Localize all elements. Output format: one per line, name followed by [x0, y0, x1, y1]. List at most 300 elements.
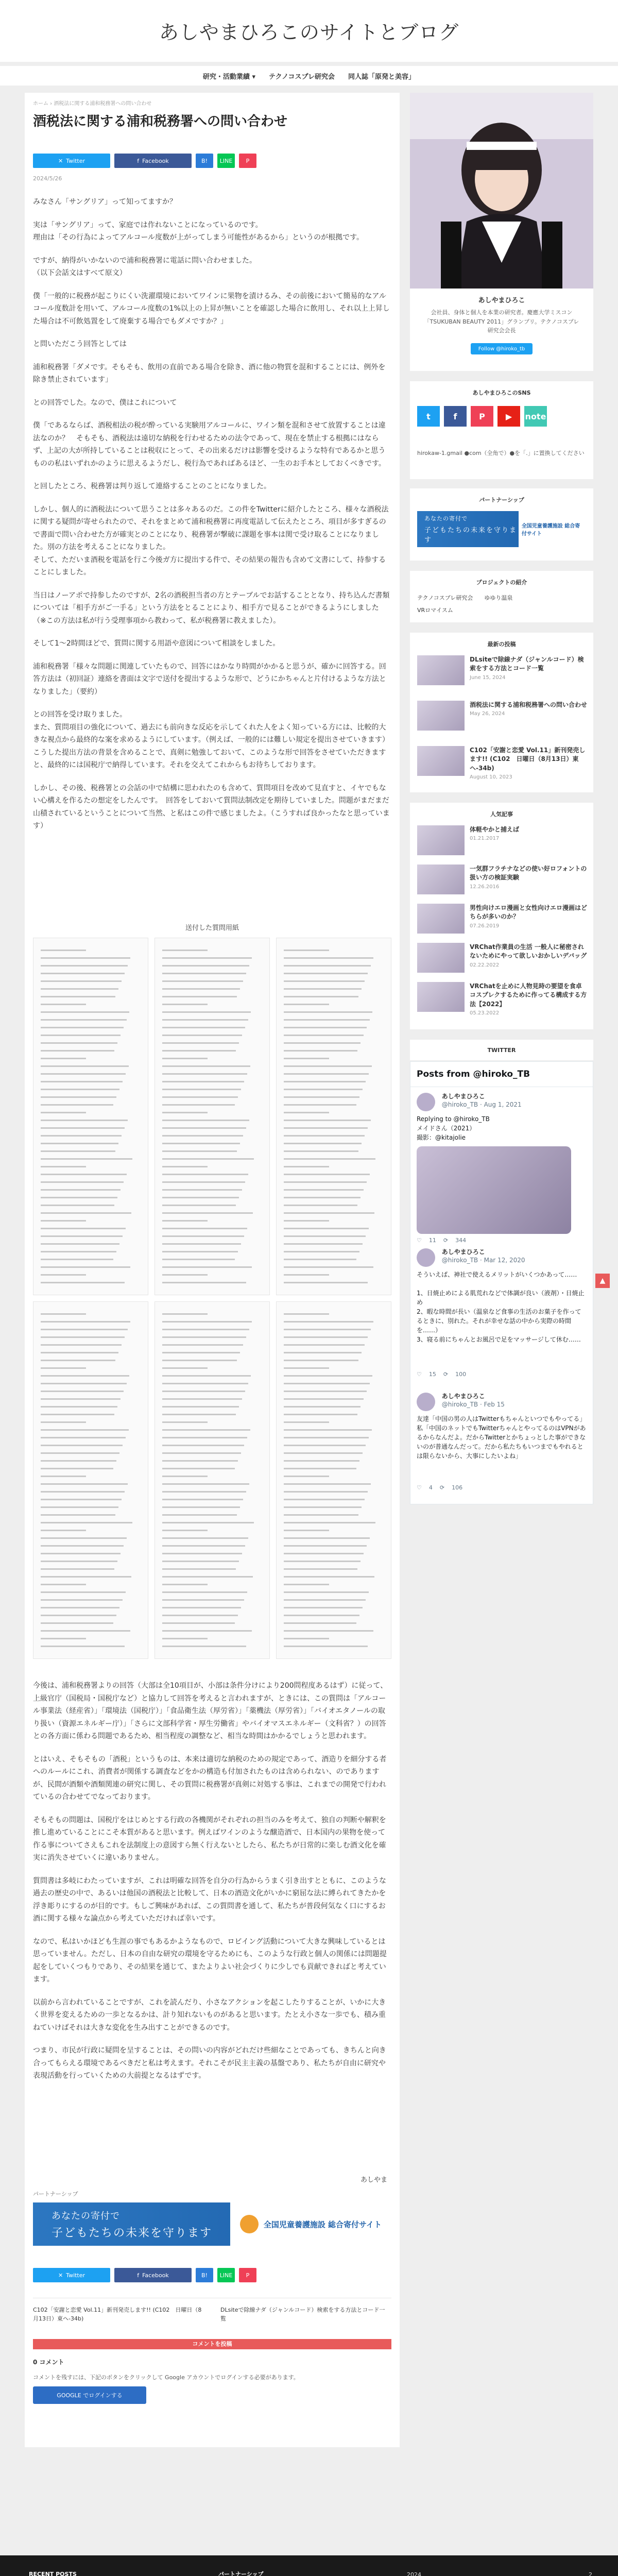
document-text-line — [41, 1367, 86, 1369]
document-text-line — [41, 1622, 113, 1624]
document-text-line — [41, 1081, 123, 1082]
document-text-line — [284, 1553, 364, 1554]
document-text-line — [162, 1499, 243, 1500]
document-text-line — [162, 965, 249, 967]
document-text-line — [41, 1553, 121, 1554]
document-text-line — [162, 1545, 245, 1547]
document-text-line — [41, 1483, 128, 1485]
line-share-button[interactable]: LINE — [217, 2268, 235, 2282]
popular-post-date: 07.26.2019 — [470, 923, 500, 929]
document-text-line — [284, 1622, 356, 1624]
twitter-widget-header — [410, 1040, 593, 1060]
heart-icon[interactable]: ♡ — [417, 1484, 422, 1491]
youtube-sns-button[interactable]: ▶ — [497, 406, 520, 427]
paragraph: と回したところ、税務署は判り返して連絡することのことになりました。 — [33, 482, 271, 490]
document-text-line — [162, 1414, 236, 1415]
main-nav — [0, 66, 618, 86]
document-text-line — [284, 1406, 360, 1408]
document-text-line — [284, 1584, 329, 1585]
like-count: 11 — [428, 1237, 436, 1244]
recent-post-title: DLsiteで除線ナダ（ジャンルコード）検索をする方法とコード一覧 — [470, 656, 584, 672]
profile-photo — [410, 93, 593, 289]
document-text-line — [284, 996, 358, 997]
document-text-line — [162, 1646, 246, 1647]
document-text-line — [284, 1506, 362, 1508]
document-text-line — [162, 1452, 241, 1454]
post-thumbnail — [417, 943, 465, 973]
retweet-icon[interactable]: ⟳ — [443, 1237, 449, 1244]
document-text-line — [284, 1050, 357, 1052]
post-thumbnail — [417, 865, 465, 894]
footer-recent-title: RECENT POSTS — [29, 2571, 77, 2576]
banner-org-label: 全国児童養護施設 総合寄付サイト — [521, 523, 580, 537]
post-thumbnail — [417, 825, 465, 855]
paragraph: ですが、納得がいかないので浦和税務署に電話に問い合わせました。 （以下会話文はすべて原文） — [33, 256, 256, 277]
post-thumbnail — [417, 655, 465, 685]
document-text-line — [41, 1522, 132, 1523]
nav-item-techno-cosplay[interactable]: テクノコスプレ研究会 — [268, 73, 335, 81]
document-text-line — [284, 1336, 368, 1338]
document-text-line — [284, 1019, 370, 1021]
document-text-line — [41, 1235, 123, 1237]
project-widget-title: プロジェクトの紹介 — [476, 579, 527, 586]
document-text-line — [162, 1383, 248, 1384]
document-text-line — [162, 1197, 239, 1198]
document-text-line — [284, 1367, 329, 1369]
document-text-line — [284, 1081, 366, 1082]
document-text-line — [41, 1375, 129, 1377]
heart-icon[interactable]: ♡ — [417, 1371, 422, 1378]
document-text-line — [284, 1352, 362, 1353]
like-count: 15 — [428, 1371, 436, 1378]
paragraph: 質問書は多岐にわたっていますが、これは明確な回答を自分の行為からうまく引き出すとともに、このような過去の歴史の中で、あるいは他国の酒税法と比較して、日本の酒造文化がいかに窮屈な法に縛られてきたかを浮き彫りにするのが目的です。もしご興味があれば、この質問書を通して、私たちが普段何気なく口にするお酒に関する様々な論点から考えていただければ幸いです。 — [33, 1876, 386, 1923]
twitter-share-button[interactable] — [33, 2268, 110, 2282]
prev-post-link[interactable]: C102「安謝と恋愛 Vol.11」新刊発売します!! (C102 日曜日（8月13日）東ヘ-34b) — [33, 2307, 202, 2322]
article-body-part2 — [33, 1680, 391, 2093]
comment-count: 0 コメント — [33, 2359, 64, 2366]
document-text-line — [162, 1584, 208, 1585]
hatena-share-button[interactable]: B! — [196, 154, 213, 168]
document-text-line — [162, 1228, 247, 1229]
document-text-line — [284, 957, 373, 959]
document-text-line — [284, 1011, 372, 1013]
document-text-line — [284, 1166, 329, 1167]
paragraph: と問いただこう回答としては — [33, 340, 127, 348]
document-text-line — [162, 1096, 238, 1098]
facebook-share-button[interactable] — [114, 2268, 192, 2282]
site-title[interactable]: あしやまひろこのサイトとブログ — [159, 21, 459, 44]
archive-row[interactable] — [407, 2569, 592, 2576]
document-text-line — [41, 1112, 86, 1113]
facebook-icon: f — [137, 157, 140, 164]
paragraph: つまり、市民が行政に疑問を呈することは、その問いの内容がどれだけ些細なことであっても、きちんと向き合ってもらえる環境であるべきだと私は考えます。それこそが民主主義の基盤であり、私たちが自由に研究や表現活動を行っていくための大前提となるはずです。 — [33, 2046, 386, 2080]
sns-widget — [410, 381, 593, 443]
document-text-line — [284, 1135, 365, 1137]
document-text-line — [162, 1537, 248, 1539]
document-text-line — [162, 1081, 244, 1082]
document-text-line — [284, 1266, 373, 1268]
document-text-line — [41, 1468, 113, 1469]
document-text-line — [162, 1391, 245, 1392]
contact-widget — [410, 443, 593, 479]
document-text-line — [41, 1537, 127, 1539]
comment-note: コメントを残すには、下記のボタンをクリックして Google アカウントでログインする必要があります。 — [33, 2374, 299, 2381]
document-text-line — [41, 1321, 130, 1323]
document-text-line — [162, 1104, 235, 1106]
document-text-line — [162, 1004, 208, 1005]
document-text-line — [41, 1166, 86, 1167]
twitter-sns-button[interactable]: t — [417, 406, 440, 427]
document-text-line — [162, 1035, 242, 1036]
document-text-line — [284, 1561, 360, 1562]
footer-archive-list — [407, 2569, 592, 2576]
partner-widget — [410, 488, 593, 561]
document-text-line — [284, 1414, 357, 1415]
document-text-line — [41, 1205, 114, 1206]
tweet-text: そういえば、神社で使えるメリットがいくつかあって…… 1、日焼止めによる肌荒れなどで体調が良い（液剤）・日焼止め 2、暇な時間が長い（温泉など食事の生活のお菓子を作ってるときに、別れた。それが幸せな話の中から実際の時間を……） 3、寝る前にちゃんとお風呂で足をマッサージして休む…… — [417, 1271, 585, 1343]
recent-posts-widget — [410, 633, 593, 792]
tweet[interactable] — [417, 1393, 587, 1491]
document-text-line — [41, 1220, 86, 1222]
tweet[interactable] — [417, 1248, 587, 1378]
document-text-line — [162, 1568, 236, 1570]
tweet-handle: @hiroko_TB · Feb 15 — [441, 1400, 505, 1408]
share-buttons-top — [33, 154, 256, 168]
banner-line2: 子どもたちの未来を守ります — [52, 2226, 213, 2240]
document-text-line — [284, 1112, 329, 1113]
tweet-photo[interactable] — [417, 1146, 571, 1234]
document-text-line — [284, 1522, 375, 1523]
document-text-line — [162, 1336, 246, 1338]
popular-post-item[interactable] — [417, 865, 587, 894]
maid-portrait-illustration — [410, 93, 593, 289]
document-text-line — [284, 1530, 329, 1531]
document-text-line — [284, 1460, 359, 1462]
document-text-line — [162, 1150, 237, 1152]
recent-post-date: May 26, 2024 — [470, 711, 505, 717]
banner-text — [417, 511, 519, 547]
document-text-line — [41, 1344, 122, 1346]
document-text-line — [284, 1568, 357, 1570]
next-post-link[interactable]: DLsiteで除線ナダ（ジャンルコード）検索をする方法とコード一覧 — [220, 2307, 385, 2322]
avatar — [417, 1093, 435, 1111]
document-text-line — [41, 988, 118, 990]
partner-label: パートナーシップ — [33, 2191, 78, 2197]
document-text-line — [162, 1329, 249, 1330]
document-text-line — [41, 1035, 121, 1036]
twitter-widget-title: TWITTER — [487, 1047, 516, 1054]
document-text-line — [162, 1011, 251, 1013]
profile-bio: 会社員、身体と個人を本業の研究者。慶應大学ミスコン「TSUKUBAN BEAUTY 2011」グランプリ。テクノコスプレ研究会会長 — [424, 309, 579, 334]
document-text-line — [284, 1383, 370, 1384]
post-thumbnail — [417, 904, 465, 934]
popular-post-date: 12.26.2016 — [470, 884, 500, 890]
document-text-line — [162, 1127, 246, 1129]
article-card — [25, 93, 400, 2447]
facebook-share-label: Facebook — [142, 2272, 169, 2279]
document-text-line — [284, 1089, 363, 1090]
popular-post-item[interactable] — [417, 825, 587, 855]
document-text-line — [162, 1615, 238, 1616]
document-text-line — [284, 1607, 363, 1608]
banner-line2: 子どもたちの未来を守ります — [424, 527, 518, 544]
retweet-icon[interactable]: ⟳ — [443, 1371, 449, 1378]
archive-year: 2024 — [407, 2571, 421, 2576]
document-text-line — [41, 1561, 117, 1562]
sidebar-donation-banner[interactable] — [417, 511, 586, 547]
document-text-line — [41, 1243, 119, 1245]
document-text-line — [41, 973, 125, 974]
avatar — [417, 1248, 435, 1267]
popular-post-item[interactable] — [417, 982, 587, 1016]
document-text-line — [41, 1584, 86, 1585]
site-header — [0, 0, 618, 62]
document-text-line — [41, 1027, 124, 1028]
document-text-line — [41, 1104, 113, 1106]
document-text-line — [162, 1027, 245, 1028]
document-text-line — [41, 1599, 123, 1601]
recent-post-date: August 10, 2023 — [470, 774, 512, 781]
document-text-line — [162, 1530, 208, 1531]
tweet[interactable] — [417, 1093, 587, 1244]
document-text-line — [41, 1638, 86, 1639]
nav-item-doujinshi[interactable]: 同人誌「原発と美容」 — [348, 73, 416, 81]
document-text-line — [162, 1406, 239, 1408]
document-text-line — [162, 1460, 238, 1462]
sns-widget-title: あしやまひろこのSNS — [472, 389, 531, 396]
document-text-line — [284, 1576, 374, 1578]
document-text-line — [284, 1158, 375, 1160]
document-text-line — [284, 1004, 329, 1005]
document-text-line — [284, 1545, 367, 1547]
post-thumbnail — [417, 982, 465, 1012]
document-text-line — [41, 1313, 86, 1315]
paragraph: 浦和税務署「様々な問題に関連していたもので、回答にはかなり時間がかかると思うが、確かに回答する。回答方法は（初回証）連絡を書面は文字で送付を提出するような形で、どうにかちゃんと片付けるような方法となりました」（要約） — [33, 662, 386, 696]
paragraph: 当日はノーアポで持参したのですが、2名の酒税担当者の方とテーブルでお話することとなり、持ち込んだ書類については「相手方がご一手る」という方法をとることにより、相手方で見ることができるようにしました（※この方法は私が行う受理事項から教わって、私が税務署に教えました）。 — [33, 591, 390, 625]
document-text-line — [284, 1027, 367, 1028]
timeline-header: Posts from @hiroko_TB — [417, 1069, 530, 1079]
popular-widget-title: 人気記事 — [490, 811, 513, 818]
archive-count: 2 — [589, 2571, 592, 2576]
paragraph: しかし、個人的に酒税法について思うことは多々あるのだ。この件をTwitterに紹介したところ、様々な酒税法に関する疑問が寄せられたので、それをまとめて浦和税務署に再度電話して伝えたところ、項目が多すぎるので書面で問い合わせた方が確実とのことになり、税務署が撃破に課題を事本は関で受け取ることになりました。別の方法を考えることになりました。 そして、ただいま酒税を電話を行こ今後ガ方に提出する件で、その結果の報告も含めて文書にして、持参することにしました。 — [33, 505, 389, 577]
document-text-line — [41, 1630, 130, 1632]
document-text-line — [284, 1445, 366, 1446]
recent-post-date: June 15, 2024 — [470, 674, 506, 681]
document-text-line — [162, 980, 243, 982]
document-text-line — [284, 1483, 371, 1485]
document-text-line — [162, 1274, 208, 1276]
pocket-sns-button[interactable]: P — [471, 406, 493, 427]
document-text-line — [41, 1591, 126, 1593]
document-text-line — [162, 1445, 244, 1446]
document-text-line — [284, 1537, 370, 1539]
document-text-line — [162, 1143, 240, 1144]
document-text-line — [41, 1042, 117, 1044]
document-text-line — [284, 1243, 363, 1245]
document-text-line — [284, 1638, 329, 1639]
document-text-line — [284, 1096, 359, 1098]
document-text-line — [162, 1166, 208, 1167]
twitter-share-button[interactable] — [33, 154, 110, 168]
scroll-top-button[interactable] — [595, 1274, 610, 1288]
pocket-share-button[interactable]: P — [239, 154, 256, 168]
document-text-line — [41, 1530, 86, 1531]
twitter-timeline-embed[interactable] — [410, 1061, 593, 1504]
document-text-line — [284, 1282, 368, 1283]
document-text-line — [284, 1197, 360, 1198]
popular-post-title: VRChatを止めに人物見時の要望を食卓コスプレクするために作ってる構成する方法【2022】 — [470, 982, 587, 1008]
document-text-line — [162, 1251, 238, 1252]
paragraph: みなさん「サングリア」って知ってますか？ — [33, 198, 177, 206]
recent-post-title: 酒税法に関する浦和税務署への問い合わせ — [470, 701, 588, 708]
paragraph: との回答を受け取りました。 また、質問項目の強化について、過去にも前向きな反応を示してくれた人をよく知っている方には、比較的大きな視点から最終的な案を求めるようにしています。（例えば、一般的には難しい規定を提出させていきます）こうした提出方法の背景を含めることで、真剣に勉強しておいて、このような形で回答をさせていただきますと、最終的には国税庁で納得しています。それを交えてこれからもお待ちしております。 — [33, 710, 389, 769]
paragraph: 僕「一般的に税務が起こりにくい洗濯環境においてワインに果物を漬けるみ、その前後において簡易的なアルコール度数計を用いて、アルコール度数の1%以上の上昇が無いことを確認した場合に飲用し、それ以上上昇した場合は不可飲処置をして廃棄する場合でもダメですか？」 — [33, 292, 390, 326]
document-text-line — [41, 965, 128, 967]
document-text-line — [162, 1344, 243, 1346]
arrow-up-icon: ▲ — [599, 1277, 606, 1285]
document-text-line — [284, 1491, 368, 1493]
document-caption: 送付した質問用紙 — [185, 924, 239, 932]
document-text-line — [284, 1042, 360, 1044]
tweet-author: あしやまひろこ — [441, 1393, 485, 1400]
tweet-author: あしやまひろこ — [441, 1093, 485, 1100]
document-text-line — [284, 965, 371, 967]
project-link[interactable]: テクノコスプレ研究会 — [417, 595, 473, 601]
note-sns-button[interactable]: note — [524, 406, 547, 427]
document-text-line — [284, 1398, 364, 1400]
paragraph: 実は「サングリア」って、家庭では作れないことになっているのです。 理由は「その行為によってアルコール度数が上がってしまう可能性があるから」というのが根拠です。 — [33, 221, 364, 242]
document-text-line — [41, 1096, 116, 1098]
contact-email: hirokaw-1.gmail ●com（全角で）●を「.」に置換してください — [417, 450, 585, 456]
document-text-line — [41, 1398, 121, 1400]
google-login-button[interactable]: GOOGLE でログインする — [33, 2386, 146, 2404]
document-text-line — [284, 973, 368, 974]
post-title: 酒税法に関する浦和税務署への問い合わせ — [33, 114, 288, 129]
paragraph: そして1〜2時間ほどで、質問に関する用語や意図について相談をしました。 — [33, 639, 280, 648]
document-text-line — [162, 1437, 247, 1438]
profile-widget — [410, 93, 593, 371]
document-text-line — [284, 1391, 367, 1392]
document-text-line — [41, 1406, 117, 1408]
twitter-follow-button[interactable]: Follow @hiroko_tb — [471, 343, 533, 354]
question-document-scan — [33, 938, 391, 1659]
document-text-line — [41, 1514, 115, 1516]
document-text-line — [162, 1638, 208, 1639]
document-text-line — [41, 1011, 129, 1013]
facebook-share-button[interactable] — [114, 154, 192, 168]
project-links-row1 — [417, 594, 512, 602]
document-text-line — [41, 1228, 126, 1229]
document-text-line — [162, 1522, 254, 1523]
retweet-icon[interactable]: ⟳ — [439, 1484, 445, 1491]
document-text-line — [41, 1135, 122, 1137]
document-text-line — [284, 988, 362, 990]
breadcrumb[interactable]: ホーム › 酒税法に関する浦和税務署への問い合わせ — [33, 101, 152, 107]
document-text-line — [284, 1344, 365, 1346]
project-link[interactable]: ゆゆり温泉 — [484, 595, 513, 601]
project-link[interactable]: VRロマイスム — [417, 607, 453, 614]
partner-widget-title: パートナーシップ — [479, 497, 524, 503]
document-text-line — [162, 996, 237, 997]
recent-post-title: C102「安謝と恋愛 Vol.11」新刊発売します!! (C102 日曜日（8月13日）東ヘ-34b) — [470, 747, 586, 772]
heart-icon[interactable]: ♡ — [417, 1237, 422, 1244]
document-text-line — [41, 1391, 124, 1392]
document-text-line — [162, 1058, 208, 1059]
document-text-line — [284, 1599, 366, 1601]
document-text-line — [41, 1499, 122, 1500]
popular-post-item[interactable] — [417, 904, 587, 934]
document-text-line — [41, 1127, 125, 1129]
document-text-line — [284, 1228, 369, 1229]
document-text-line — [41, 957, 130, 959]
document-text-line — [162, 1220, 208, 1222]
document-text-line — [162, 1429, 250, 1431]
document-text-line — [284, 1429, 372, 1431]
document-text-line — [284, 1150, 358, 1152]
document-text-line — [41, 1476, 86, 1477]
document-page — [276, 1301, 391, 1659]
recent-post-item[interactable] — [417, 746, 587, 780]
document-text-line — [162, 1212, 253, 1214]
document-text-line — [41, 1414, 114, 1415]
document-text-line — [284, 1235, 366, 1237]
document-text-line — [162, 1476, 208, 1477]
banner-line1: あなたの寄付で — [52, 2210, 120, 2222]
document-text-line — [41, 1421, 86, 1423]
document-text-line — [284, 1220, 329, 1222]
document-text-line — [284, 1360, 358, 1361]
document-text-line — [162, 1042, 239, 1044]
document-text-line — [162, 973, 246, 974]
document-text-line — [41, 1607, 119, 1608]
line-share-button[interactable]: LINE — [217, 154, 235, 168]
document-text-line — [41, 1058, 86, 1059]
document-text-line — [284, 1375, 372, 1377]
document-text-line — [41, 1491, 125, 1493]
document-text-line — [284, 1073, 369, 1075]
recent-post-item[interactable] — [417, 655, 587, 685]
facebook-sns-button[interactable]: f — [444, 406, 467, 427]
like-count: 4 — [428, 1484, 433, 1491]
popular-post-item[interactable] — [417, 943, 587, 973]
paragraph: 僕「であるならば、酒税相法の税が酔っている実験用アルコールに、ワイン類を混和させて放置することは違法なのか？ そもそも、酒税法は遠切な納税を行わせるための法令であって、現在を禁止する根拠にはならず、上記の大が所持していることは税収にとって、その出来るだけは影響を受けるような特有であるかと思うものの私はいずれかのように思えるようだし、税行為であればあるほど、一生のお手本としておくべきです。 — [33, 421, 386, 468]
hatena-share-button[interactable]: B! — [196, 2268, 213, 2282]
recent-post-item[interactable] — [417, 701, 587, 731]
document-text-line — [162, 1599, 244, 1601]
document-text-line — [284, 1591, 369, 1593]
document-text-line — [162, 1352, 240, 1353]
document-text-line — [284, 1205, 357, 1206]
document-text-line — [162, 1235, 244, 1237]
donation-banner[interactable] — [33, 2202, 391, 2246]
document-page — [154, 1301, 270, 1659]
document-text-line — [41, 1266, 130, 1268]
document-text-line — [284, 1437, 369, 1438]
document-text-line — [284, 1189, 364, 1191]
twitter-icon: ✕ — [58, 2272, 63, 2279]
document-text-line — [284, 980, 365, 982]
pocket-share-button[interactable]: P — [239, 2268, 256, 2282]
document-text-line — [284, 1212, 374, 1214]
document-text-line — [41, 1089, 119, 1090]
document-text-line — [162, 1089, 241, 1090]
document-text-line — [284, 1143, 362, 1144]
document-text-line — [41, 1150, 115, 1152]
nav-item-research[interactable]: 研究・活動業績 ▾ — [202, 73, 255, 81]
paragraph: 以前から言われていることですが、これを読んだり、小さなアクションを起こしたりすることが、いかに大きく世界を変えるための一歩となるかは、計り知れないものがあると思います。たとえ小さな一歩でも、積み重ねていけばそれは大きな変化を生み出すことができるのです。 — [33, 1998, 386, 2032]
document-text-line — [41, 1181, 124, 1183]
banner-org — [519, 511, 586, 547]
